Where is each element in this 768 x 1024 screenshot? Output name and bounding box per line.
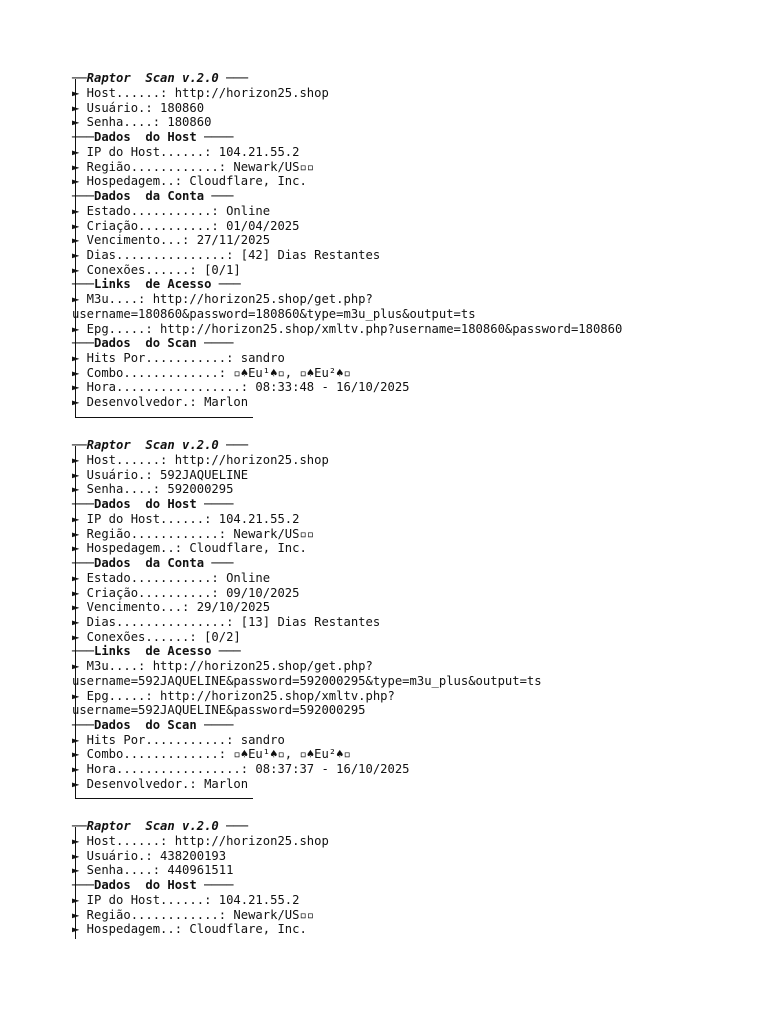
hospedagem-line: ► Hospedagem..: Cloudflare, Inc. (72, 174, 307, 188)
criacao-line: ► Criação..........: 09/10/2025 (72, 585, 300, 600)
hora-line: ► Hora.................: 08:33:48 - 16/10/2025 (72, 380, 410, 394)
m3u-line-continued: username=180860&password=180860&type=m3u_plus&output=ts (72, 307, 476, 321)
senha-line: ► Senha....: 592000295 (72, 482, 234, 496)
section-header-scan: ───Dados do Scan ──── (72, 336, 234, 350)
dias-line: ► Dias...............: [13] Dias Restantes (72, 615, 381, 629)
conexoes-line: ► Conexões......: [0/1] (72, 262, 241, 277)
epg-line-continued: username=592JAQUELINE&password=592000295 (72, 703, 366, 717)
host-line: ► Host......: http://horizon25.shop (72, 86, 329, 100)
scan-title: ──Raptor Scan v.2.0 ─── (72, 819, 249, 833)
conexoes-line: ► Conexões......: [0/2] (72, 629, 241, 644)
desenvolvedor-line: ► Desenvolvedor.: Marlon (72, 776, 249, 791)
section-header-conta: ───Dados da Conta ─── (72, 556, 234, 570)
ip-line: ► IP do Host......: 104.21.55.2 (72, 145, 300, 159)
estado-line: ► Estado...........: Online (72, 204, 271, 218)
closing-rule (75, 798, 253, 799)
section-header-host: ───Dados do Host ──── (72, 130, 234, 144)
hora-line: ► Hora.................: 08:37:37 - 16/10/2025 (72, 762, 410, 776)
regiao-line: ► Região............: Newark/US▫▫ (72, 159, 315, 174)
senha-line: ► Senha....: 440961511 (72, 863, 234, 877)
regiao-line: ► Região............: Newark/US▫▫ (72, 907, 315, 922)
section-header-host: ───Dados do Host ──── (72, 878, 234, 892)
vencimento-line: ► Vencimento...: 29/10/2025 (72, 600, 271, 614)
ip-line: ► IP do Host......: 104.21.55.2 (72, 512, 300, 526)
section-header-conta: ───Dados da Conta ─── (72, 189, 234, 203)
scan-title: ──Raptor Scan v.2.0 ─── (72, 438, 249, 452)
host-line: ► Host......: http://horizon25.shop (72, 834, 329, 848)
combo-line: ► Combo.............: ▫♠Eu¹♠▫, ▫♠Eu²♠▫ (72, 747, 351, 761)
hits-line: ► Hits Por...........: sandro (72, 351, 285, 365)
hits-line: ► Hits Por...........: sandro (72, 732, 285, 747)
desenvolvedor-line: ► Desenvolvedor.: Marlon (72, 395, 249, 409)
regiao-line: ► Região............: Newark/US▫▫ (72, 526, 315, 541)
section-header-links: ───Links de Acesso ─── (72, 277, 241, 291)
epg-line: ► Epg.....: http://horizon25.shop/xmltv.php? (72, 688, 395, 703)
usuario-line: ► Usuário.: 438200193 (72, 848, 227, 863)
ip-line: ► IP do Host......: 104.21.55.2 (72, 893, 300, 907)
m3u-line-continued: username=592JAQUELINE&password=592000295&type=m3u_plus&output=ts (72, 674, 542, 688)
section-header-links: ───Links de Acesso ─── (72, 644, 241, 658)
dias-line: ► Dias...............: [42] Dias Restantes (72, 248, 381, 262)
estado-line: ► Estado...........: Online (72, 571, 271, 585)
section-header-host: ───Dados do Host ──── (72, 497, 234, 511)
senha-line: ► Senha....: 180860 (72, 115, 212, 129)
scan-title: ──Raptor Scan v.2.0 ─── (72, 71, 249, 85)
criacao-line: ► Criação..........: 01/04/2025 (72, 218, 300, 233)
vencimento-line: ► Vencimento...: 27/11/2025 (72, 233, 271, 247)
usuario-line: ► Usuário.: 180860 (72, 100, 205, 115)
usuario-line: ► Usuário.: 592JAQUELINE (72, 467, 249, 482)
epg-line: ► Epg.....: http://horizon25.shop/xmltv.php?username=180860&password=180860 (72, 321, 623, 336)
hospedagem-line: ► Hospedagem..: Cloudflare, Inc. (72, 541, 307, 555)
hospedagem-line: ► Hospedagem..: Cloudflare, Inc. (72, 922, 307, 936)
combo-line: ► Combo.............: ▫♠Eu¹♠▫, ▫♠Eu²♠▫ (72, 365, 351, 380)
m3u-line: ► M3u....: http://horizon25.shop/get.php? (72, 659, 373, 673)
m3u-line: ► M3u....: http://horizon25.shop/get.php? (72, 292, 373, 306)
closing-rule (75, 417, 253, 418)
host-line: ► Host......: http://horizon25.shop (72, 453, 329, 467)
section-header-scan: ───Dados do Scan ──── (72, 718, 234, 732)
